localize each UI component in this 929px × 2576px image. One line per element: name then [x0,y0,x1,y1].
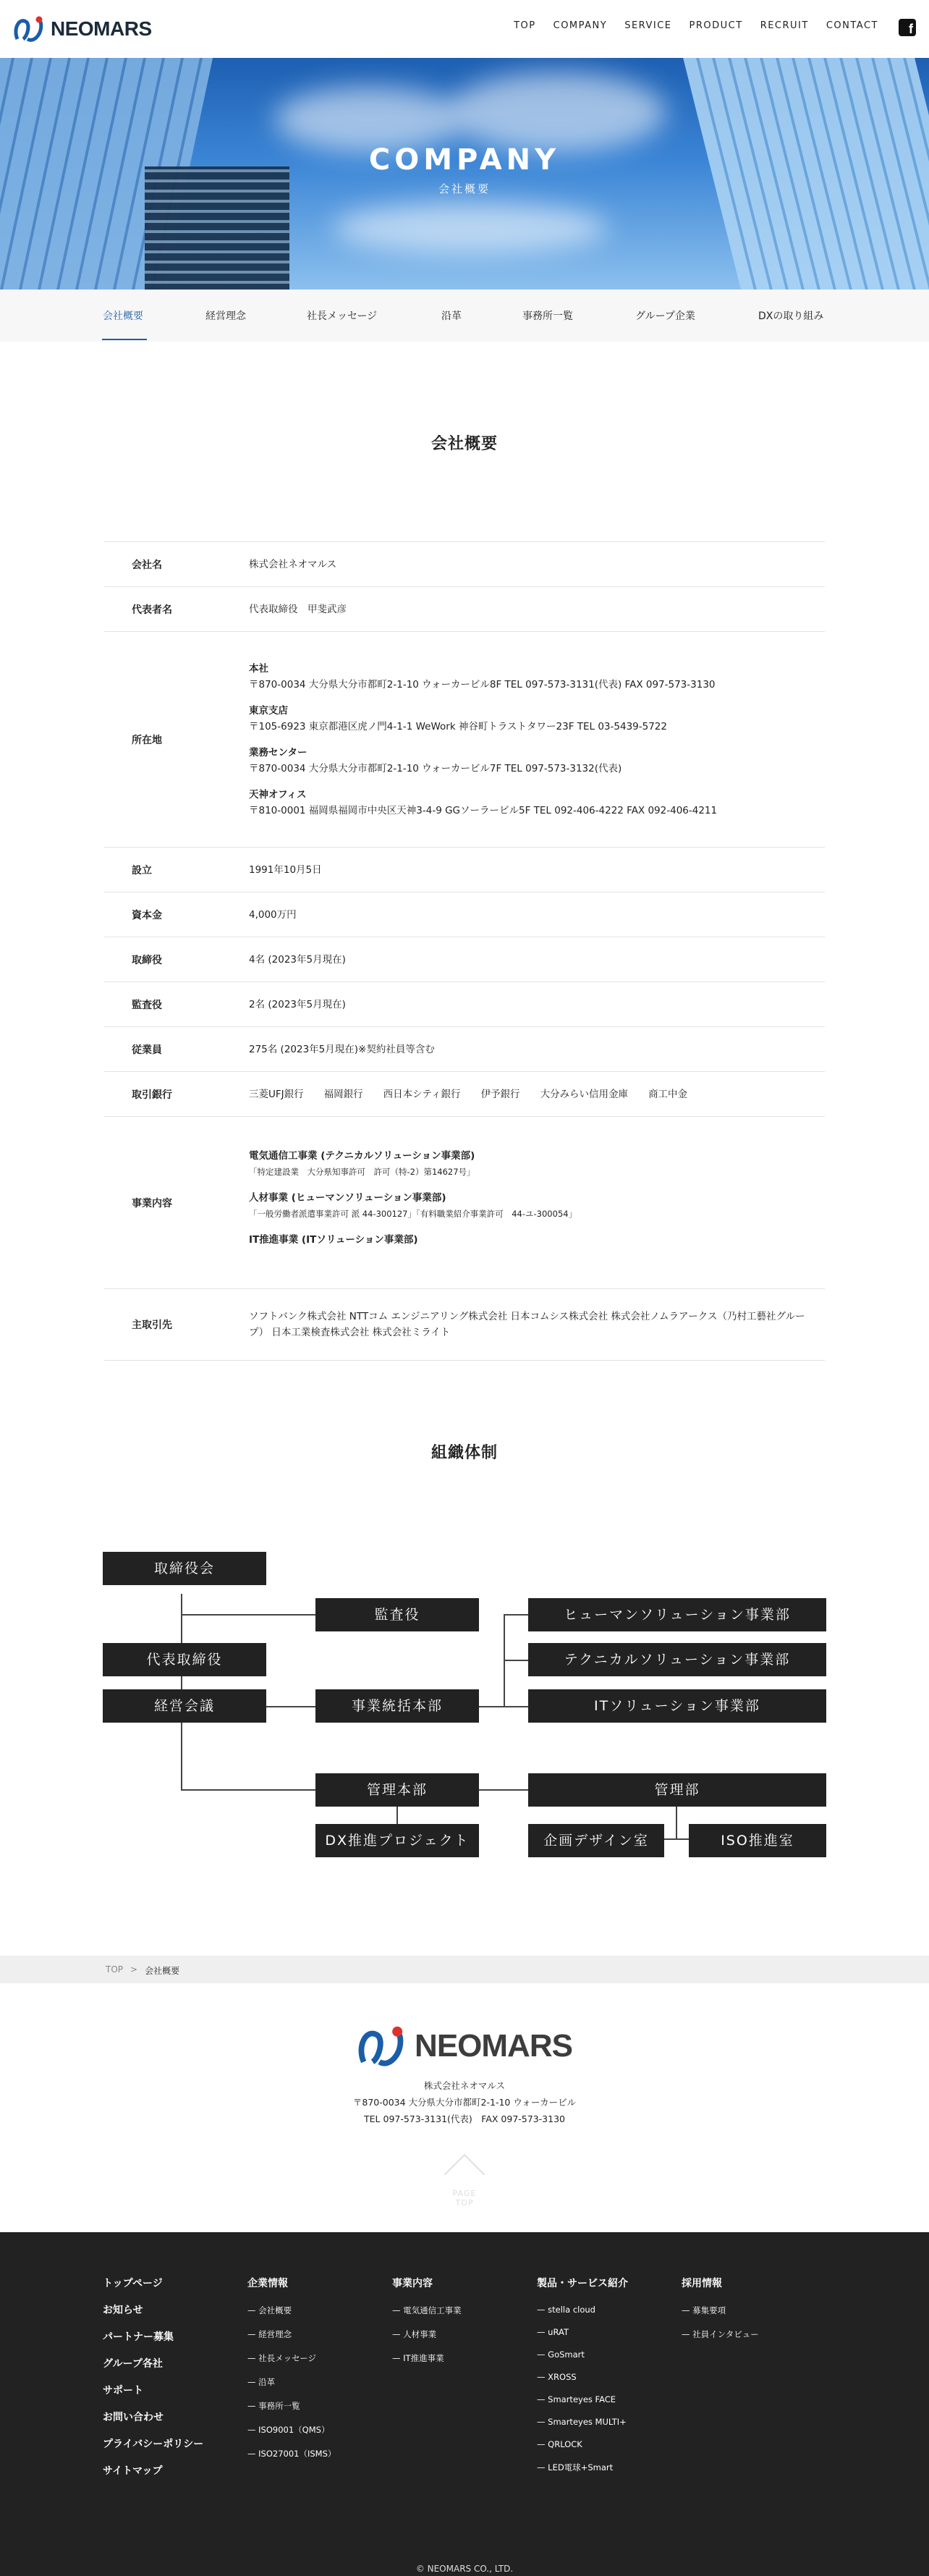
org-line [479,1789,528,1791]
business-item [249,1148,825,1180]
footer-link[interactable]: グループ各社 [103,2358,163,2370]
table-row [104,981,825,1026]
org-mgmt-meeting: 経営会議 [103,1689,266,1723]
footer-col-heading[interactable]: 事業内容 [392,2278,433,2289]
business-list [249,1148,825,1258]
footer-company-name: 株式会社ネオマルス [423,2080,506,2091]
hero-cloud [449,72,666,152]
org-line [181,1614,315,1616]
page-top-button[interactable] [443,2150,486,2208]
subnav-message[interactable]: 社長メッセージ [307,311,378,322]
footer-sublink[interactable]: — 募集要項 [682,2305,759,2316]
hero-subtitle: 会社概要 [438,182,491,195]
bank-item: 商工中金 [648,1088,688,1100]
subnav-dx[interactable]: DXの取り組み [758,311,824,322]
footer-main-links [103,2276,203,2490]
subnav-philosophy[interactable]: 経営理念 [205,311,246,322]
address-list [249,661,825,819]
hero-banner [0,58,929,290]
org-line [479,1706,504,1707]
footer-tel: TEL 097-573-3131(代表) FAX 097-573-3130 [364,2113,565,2124]
footer-col-business [392,2276,462,2376]
subnav-active-underline [102,339,147,340]
table-row [104,937,825,981]
row-label: 取締役 [132,954,162,966]
office-entry [249,787,825,819]
footer-link[interactable]: プライバシーポリシー [103,2438,204,2450]
footer-sublink[interactable]: — stella cloud [537,2305,628,2315]
org-chart [0,1542,929,1875]
hero-cloud [333,203,608,253]
org-line [265,1706,315,1707]
footer-link[interactable]: サポート [103,2385,143,2396]
footer-sublink[interactable]: — GoSmart [537,2349,628,2360]
org-line [676,1806,677,1839]
bank-item: 大分みらい信用金庫 [540,1088,629,1100]
table-row [104,847,825,892]
org-line [396,1806,398,1825]
row-value: 代表取締役 甲斐武彦 [249,603,347,615]
breadcrumb [0,1956,929,1983]
footer-sitemap [0,2232,929,2576]
org-human-solution: ヒューマンソリューション事業部 [528,1598,826,1631]
copyright: © NEOMARS CO., LTD. [415,2564,514,2574]
bank-item: 西日本シティ銀行 [383,1088,461,1100]
business-name: IT推進事業 (ITソリューション事業部) [249,1233,418,1246]
org-biz-hq: 事業統括本部 [315,1689,479,1723]
org-admin-dept: 管理部 [528,1773,826,1807]
footer-col-heading[interactable]: 製品・サービス紹介 [537,2278,628,2289]
table-row [104,631,825,847]
nav-product[interactable]: PRODUCT [689,20,743,31]
office-entry [249,745,825,777]
hero-title: COMPANY [368,143,561,177]
business-item [249,1190,825,1222]
footer-company-info [0,2077,929,2127]
company-subnav [0,290,929,342]
footer-sublink[interactable]: — QRLOCK [537,2439,628,2449]
company-info-table [104,541,825,1361]
footer-sublink[interactable]: — 社長メッセージ [247,2352,336,2364]
footer-sublink[interactable]: — 事務所一覧 [247,2400,336,2412]
org-line [504,1614,528,1616]
footer-sublink[interactable]: — ISO9001（QMS） [247,2424,336,2436]
bank-item: 福岡銀行 [323,1088,363,1100]
footer-col-company [247,2276,336,2472]
site-logo[interactable] [13,14,152,43]
subnav-offices[interactable]: 事務所一覧 [522,311,573,322]
nav-recruit[interactable]: RECRUIT [760,20,809,31]
office-address: 〒870-0034 大分県大分市都町2-1-10 ウォーカービル7F TEL 097-573-3132(代表) [249,762,622,774]
footer-sublink[interactable]: — ISO27001（ISMS） [247,2448,336,2459]
bank-item: 伊予銀行 [480,1088,520,1100]
nav-service[interactable]: SERVICE [624,20,672,31]
office-address: 〒810-0001 福岡県福岡市中央区天神3-4-9 GGソーラービル5F TEL 092-406-4222 FAX 092-406-4211 [249,804,718,816]
footer-sublink[interactable]: — XROSS [537,2372,628,2382]
nav-contact[interactable]: CONTACT [826,20,878,31]
hero-cloud [275,87,463,152]
row-label: 代表者名 [132,604,172,616]
table-row [104,1026,825,1071]
org-it-solution: ITソリューション事業部 [528,1689,826,1723]
bank-item: 三菱UFJ銀行 [249,1088,304,1100]
row-label: 主取引先 [132,1319,172,1331]
nav-top[interactable]: TOP [514,20,536,31]
org-board: 取締役会 [103,1552,266,1585]
footer-logo[interactable] [0,2024,929,2069]
subnav-overview[interactable]: 会社概要 [103,311,143,322]
footer-col-recruit [682,2276,759,2352]
table-row [104,892,825,937]
table-row [104,1116,825,1288]
row-value: 1991年10月5日 [249,863,322,876]
footer-sublink[interactable]: — uRAT [537,2327,628,2337]
bank-list [249,1086,825,1102]
subnav-history[interactable]: 沿革 [441,311,462,322]
footer-link[interactable]: お問い合わせ [103,2412,164,2423]
breadcrumb-home[interactable]: TOP [106,1964,124,1975]
row-value: 株式会社ネオマルス [249,558,337,570]
office-entry [249,703,825,735]
row-label: 取引銀行 [132,1089,172,1101]
footer-brand-name: NEOMARS [415,2028,572,2064]
table-row [104,541,825,586]
org-title: 組織体制 [430,1444,498,1462]
row-value: 4名 (2023年5月現在) [249,953,346,966]
neomars-logo-icon [13,14,46,43]
footer-sublink[interactable]: — LED電球+Smart [537,2462,628,2473]
org-auditor: 監査役 [315,1598,479,1631]
footer-link[interactable]: サイトマップ [103,2465,163,2477]
business-item [249,1232,825,1248]
org-admin-hq: 管理本部 [315,1773,479,1807]
footer-link[interactable]: お知らせ [103,2305,143,2316]
table-row [104,1288,825,1361]
table-row [104,586,825,631]
office-address: 〒870-0034 大分県大分市都町2-1-10 ウォーカービル8F TEL 097-573-3131(代表) FAX 097-573-3130 [249,678,716,691]
org-line [664,1838,689,1840]
facebook-icon[interactable]: f [899,19,916,36]
breadcrumb-separator: > [130,1964,138,1975]
row-value: ソフトバンク株式会社 NTTコム エンジニアリング株式会社 日本コムシス株式会社 株式会社ノムラアークス（乃村工藝社グループ） 日本工業検査株式会社 株式会社ミライト [249,1311,805,1338]
row-value: 4,000万円 [249,908,297,921]
office-name: 天神オフィス [249,788,307,801]
footer-sublink[interactable]: — 社員インタビュー [682,2328,759,2340]
neomars-logo-icon [357,2024,409,2069]
org-iso-office: ISO推進室 [689,1824,826,1857]
org-line [181,1789,315,1791]
footer-sublink[interactable]: — 電気通信工事業 [392,2305,462,2316]
row-value: 275名 (2023年5月現在)※契約社員等含む [249,1043,435,1055]
org-president: 代表取締役 [103,1643,266,1676]
footer-col-heading[interactable]: 採用情報 [682,2278,722,2289]
office-address: 〒105-6923 東京都港区虎ノ門4-1-1 WeWork 神谷町トラストタワー23F TEL 03-5439-5722 [249,720,667,732]
office-name: 本社 [249,662,268,675]
footer-col-heading[interactable]: 企業情報 [247,2278,288,2289]
footer-sublink[interactable]: — Smarteyes FACE [537,2394,628,2404]
org-dx-project: DX推進プロジェクト [315,1824,479,1857]
row-label: 所在地 [132,734,162,746]
subnav-group[interactable]: グループ企業 [635,311,695,322]
global-nav [514,20,878,31]
business-license: 「特定建設業 大分県知事許可 許可（特-2）第14627号」 [249,1166,475,1177]
office-name: 業務センター [249,746,307,759]
row-label: 会社名 [132,559,162,571]
org-line [504,1660,528,1661]
row-label: 設立 [132,864,152,877]
nav-company[interactable]: COMPANY [553,20,608,31]
footer-sublink[interactable]: — 沿革 [247,2376,336,2388]
table-row [104,1071,825,1116]
business-license: 「一般労働者派遣事業許可 派 44-300127」「有料職業紹介事業許可 44-ユ-300054」 [249,1208,577,1219]
page-top-label: PAGE TOP [452,2189,477,2208]
row-label: 従業員 [132,1044,162,1056]
overview-title: 会社概要 [430,435,498,453]
footer-link[interactable]: トップページ [103,2278,163,2289]
site-header [0,0,929,58]
footer-sublink[interactable]: — IT推進事業 [392,2352,462,2364]
footer-sublink[interactable]: — Smarteyes MULTI+ [537,2417,628,2427]
office-name: 東京支店 [249,704,288,717]
org-technical-solution: テクニカルソリューション事業部 [528,1643,826,1676]
row-label: 事業内容 [132,1197,172,1209]
org-line [504,1706,528,1707]
org-design-office: 企画デザイン室 [528,1824,664,1857]
footer-sublink[interactable]: — 経営理念 [247,2328,336,2340]
footer-sublink[interactable]: — 人材事業 [392,2328,462,2340]
row-label: 監査役 [132,999,162,1011]
footer-link[interactable]: パートナー募集 [103,2331,174,2343]
row-label: 資本金 [132,909,162,921]
footer-sublink[interactable]: — 会社概要 [247,2305,336,2316]
footer-address: 〒870-0034 大分県大分市都町2-1-10 ウォーカービル [352,2097,577,2108]
breadcrumb-current: 会社概要 [145,1966,180,1976]
business-name: 電気通信工事業 (テクニカルソリューション事業部) [249,1149,475,1162]
office-entry [249,661,825,693]
business-name: 人材事業 (ヒューマンソリューション事業部) [249,1191,446,1204]
row-value: 2名 (2023年5月現在) [249,998,346,1010]
brand-name: NEOMARS [51,17,152,40]
footer-col-products [537,2276,628,2486]
